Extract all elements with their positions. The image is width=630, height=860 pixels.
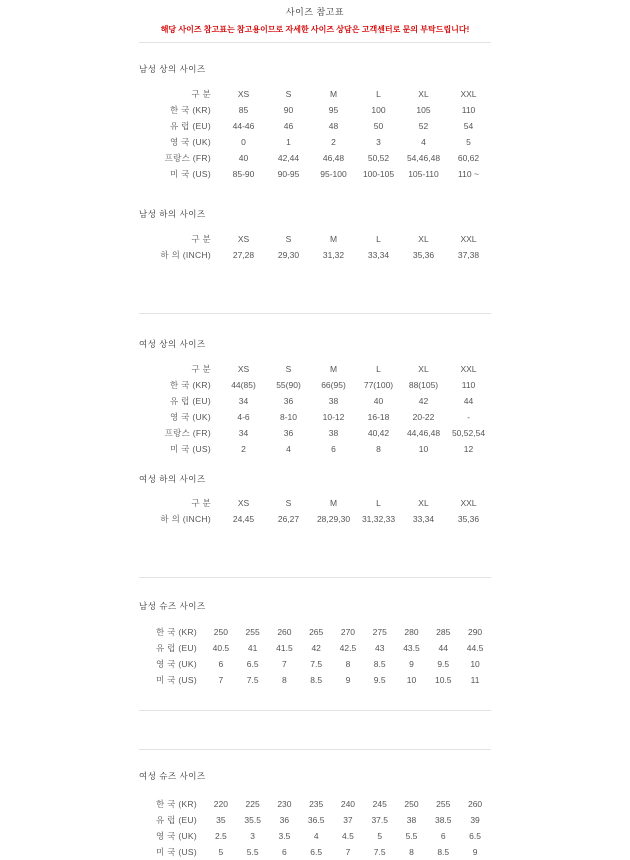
table-cell: 230 bbox=[277, 799, 292, 809]
column-header: M bbox=[329, 498, 338, 508]
table-cell: 55(90) bbox=[276, 380, 301, 390]
section-mens-shoes bbox=[139, 578, 491, 688]
table-cell: 44.5 bbox=[466, 643, 484, 653]
section-title-womens-bottoms: 여성 하의 사이즈 bbox=[139, 474, 206, 484]
column-header: M bbox=[329, 89, 338, 99]
table-cell: 10-12 bbox=[322, 412, 345, 422]
column-header: XL bbox=[418, 234, 429, 244]
table-cell: 60,62 bbox=[457, 153, 480, 163]
table-cell: 33,34 bbox=[367, 250, 390, 260]
table-cell: 270 bbox=[340, 627, 356, 637]
row-label: 한 국 (KR) bbox=[155, 799, 197, 809]
table-cell: 3.5 bbox=[278, 831, 291, 841]
table-cell: 36.5 bbox=[307, 815, 325, 825]
row-label: 미 국 (US) bbox=[169, 169, 211, 179]
table-cell: 3 bbox=[250, 831, 256, 841]
table-cell: 31,32 bbox=[322, 250, 345, 260]
row-label: 구 분 bbox=[191, 498, 211, 508]
table-row bbox=[139, 102, 491, 118]
table-cell: 44,46,48 bbox=[406, 428, 441, 438]
table-cell: 4-6 bbox=[237, 412, 250, 422]
table-cell: 7.5 bbox=[310, 659, 323, 669]
table-cell: 44 bbox=[463, 396, 474, 406]
section-title-mens-tops: 남성 상의 사이즈 bbox=[139, 64, 206, 74]
table-cell: 0 bbox=[241, 137, 246, 147]
row-label: 유 럽 (EU) bbox=[155, 815, 197, 825]
table-cell: 260 bbox=[277, 627, 292, 637]
column-header: XS bbox=[237, 89, 250, 99]
table-cell: 54,46,48 bbox=[406, 153, 441, 163]
table-cell: 35,36 bbox=[457, 514, 480, 524]
table-cell: 50 bbox=[373, 121, 384, 131]
column-header: XXL bbox=[460, 234, 477, 244]
table-cell: 105 bbox=[416, 105, 431, 115]
table-cell: 225 bbox=[245, 799, 260, 809]
section-title-mens-bottoms: 남성 하의 사이즈 bbox=[139, 209, 206, 219]
table-cell: 7.5 bbox=[246, 675, 259, 685]
table-cell: 35,36 bbox=[412, 250, 435, 260]
table-cell: 40 bbox=[238, 153, 249, 163]
table-cell: 48 bbox=[328, 121, 339, 131]
table-cell: 37.5 bbox=[371, 815, 388, 825]
table-cell: 2 bbox=[241, 444, 246, 454]
table-cell: 42 bbox=[311, 643, 321, 653]
table-cell: 90 bbox=[283, 105, 294, 115]
table-cell: 9.5 bbox=[373, 675, 386, 685]
table-row bbox=[139, 844, 491, 860]
row-label: 영 국 (UK) bbox=[155, 659, 197, 669]
table-cell: 35.5 bbox=[244, 815, 261, 825]
section-title-mens-shoes: 남성 슈즈 사이즈 bbox=[139, 601, 206, 611]
table-cell: 4 bbox=[313, 831, 319, 841]
table-cell: 2.5 bbox=[214, 831, 227, 841]
table-row bbox=[139, 393, 491, 409]
section-title-womens-tops: 여성 상의 사이즈 bbox=[139, 339, 206, 349]
table-cell: 3 bbox=[376, 137, 381, 147]
table-row bbox=[139, 812, 491, 828]
table-cell: 6.5 bbox=[246, 659, 259, 669]
table-cell: 5 bbox=[377, 831, 383, 841]
column-header: XXL bbox=[460, 364, 477, 374]
table-cell: 85 bbox=[238, 105, 249, 115]
table-cell: 290 bbox=[467, 627, 483, 637]
table-cell: 235 bbox=[309, 799, 324, 809]
table-cell: 8 bbox=[376, 444, 381, 454]
section-mens-tops bbox=[139, 43, 491, 182]
size-table bbox=[139, 86, 491, 182]
table-cell: 7.5 bbox=[373, 847, 386, 857]
table-cell: 36 bbox=[283, 396, 294, 406]
table-cell: 9 bbox=[472, 847, 478, 857]
table-cell: 34 bbox=[238, 428, 249, 438]
table-cell: 42,44 bbox=[277, 153, 300, 163]
table-cell: 285 bbox=[436, 627, 451, 637]
table-row bbox=[139, 640, 491, 656]
table-cell: 31,32,33 bbox=[361, 514, 396, 524]
column-header: M bbox=[329, 364, 338, 374]
table-cell: 50,52,54 bbox=[451, 428, 486, 438]
column-header: XL bbox=[418, 364, 429, 374]
table-row bbox=[139, 409, 491, 425]
table-cell: 9 bbox=[345, 675, 351, 685]
table-cell: 2 bbox=[331, 137, 336, 147]
size-table bbox=[139, 231, 491, 263]
row-label: 영 국 (UK) bbox=[155, 831, 197, 841]
column-header: XS bbox=[237, 234, 250, 244]
table-cell: 28,29,30 bbox=[316, 514, 351, 524]
table-cell: 26,27 bbox=[277, 514, 300, 524]
table-cell: 44-46 bbox=[232, 121, 255, 131]
row-label: 프랑스 (FR) bbox=[164, 153, 211, 163]
table-cell: 6.5 bbox=[310, 847, 323, 857]
table-cell: 41.5 bbox=[276, 643, 293, 653]
table-row bbox=[139, 828, 491, 844]
section-womens-tops bbox=[139, 314, 491, 457]
table-cell: 5.5 bbox=[246, 847, 259, 857]
column-header: L bbox=[376, 498, 381, 508]
table-cell: 260 bbox=[467, 799, 483, 809]
table-cell: 5.5 bbox=[405, 831, 418, 841]
column-header: M bbox=[329, 234, 338, 244]
table-cell: 10 bbox=[470, 659, 480, 669]
table-cell: 33,34 bbox=[412, 514, 435, 524]
row-label: 구 분 bbox=[191, 364, 211, 374]
table-cell: 95-100 bbox=[320, 169, 347, 179]
table-cell: 40,42 bbox=[367, 428, 390, 438]
table-row bbox=[139, 166, 491, 182]
table-cell: 77(100) bbox=[363, 380, 394, 390]
header-row bbox=[139, 231, 491, 247]
table-cell: 6 bbox=[218, 659, 224, 669]
table-cell: 220 bbox=[213, 799, 228, 809]
section-title-womens-shoes: 여성 슈즈 사이즈 bbox=[139, 771, 206, 781]
table-cell: 7 bbox=[218, 675, 224, 685]
table-row bbox=[139, 441, 491, 457]
page-title: 사이즈 참고표 bbox=[285, 7, 345, 17]
table-cell: 250 bbox=[404, 799, 419, 809]
table-cell: 46 bbox=[283, 121, 294, 131]
table-cell: 5 bbox=[218, 847, 224, 857]
table-cell: 27,28 bbox=[232, 250, 255, 260]
table-cell: 46,48 bbox=[322, 153, 345, 163]
table-cell: 66(95) bbox=[321, 380, 346, 390]
row-label: 유 럽 (EU) bbox=[169, 121, 211, 131]
column-header: XL bbox=[418, 89, 429, 99]
table-row bbox=[139, 150, 491, 166]
table-cell: 38.5 bbox=[434, 815, 452, 825]
column-header: XS bbox=[237, 364, 250, 374]
notice-text: 해당 사이즈 참고표는 참고용이므로 자세한 사이즈 상담은 고객센터로 문의 부탁드립니다! bbox=[160, 25, 470, 34]
table-row bbox=[139, 511, 491, 527]
table-cell: 5 bbox=[466, 137, 471, 147]
womens-shoes-table bbox=[139, 796, 491, 860]
table-row bbox=[139, 796, 491, 812]
header-row bbox=[139, 361, 491, 377]
size-chart-content bbox=[139, 0, 491, 860]
table-cell: 255 bbox=[436, 799, 451, 809]
column-header: XL bbox=[418, 498, 429, 508]
row-label: 미 국 (US) bbox=[155, 675, 197, 685]
table-cell: - bbox=[467, 412, 470, 422]
table-cell: 8.5 bbox=[437, 847, 450, 857]
table-cell: 9 bbox=[409, 659, 414, 669]
table-cell: 24,45 bbox=[232, 514, 255, 524]
table-row bbox=[139, 672, 491, 688]
table-cell: 43 bbox=[374, 643, 385, 653]
row-label: 영 국 (UK) bbox=[169, 137, 211, 147]
table-cell: 41 bbox=[247, 643, 258, 653]
table-cell: 29,30 bbox=[277, 250, 300, 260]
table-cell: 8 bbox=[409, 847, 414, 857]
table-cell: 110 bbox=[461, 380, 476, 390]
table-cell: 10 bbox=[406, 675, 417, 685]
table-cell: 90-95 bbox=[277, 169, 300, 179]
table-cell: 105-110 bbox=[408, 169, 439, 179]
table-cell: 39 bbox=[470, 815, 480, 825]
table-cell: 52 bbox=[418, 121, 429, 131]
table-cell: 38 bbox=[328, 396, 339, 406]
mens-tops-table bbox=[139, 86, 491, 182]
table-cell: 16-18 bbox=[367, 412, 390, 422]
table-cell: 245 bbox=[372, 799, 387, 809]
row-label: 유 럽 (EU) bbox=[155, 643, 197, 653]
table-cell: 8 bbox=[282, 675, 287, 685]
section-womens-bottoms bbox=[139, 457, 491, 527]
table-row bbox=[139, 656, 491, 672]
table-cell: 42.5 bbox=[339, 643, 357, 653]
womens-tops-table bbox=[139, 361, 491, 457]
header-row bbox=[139, 495, 491, 511]
row-label: 영 국 (UK) bbox=[169, 412, 211, 422]
divider bbox=[139, 710, 491, 711]
table-cell: 50,52 bbox=[367, 153, 390, 163]
row-label: 유 럽 (EU) bbox=[169, 396, 211, 406]
table-cell: 110 bbox=[461, 105, 476, 115]
table-cell: 275 bbox=[372, 627, 387, 637]
table-cell: 36 bbox=[279, 815, 290, 825]
table-cell: 6 bbox=[282, 847, 287, 857]
table-cell: 35 bbox=[216, 815, 226, 825]
table-cell: 12 bbox=[463, 444, 474, 454]
table-cell: 240 bbox=[340, 799, 356, 809]
table-cell: 11 bbox=[470, 675, 480, 685]
table-cell: 37 bbox=[343, 815, 353, 825]
size-table bbox=[139, 624, 491, 688]
table-cell: 6 bbox=[440, 831, 446, 841]
size-table bbox=[139, 361, 491, 457]
mens-bottoms-table bbox=[139, 231, 491, 263]
table-cell: 7 bbox=[282, 659, 287, 669]
womens-bottoms-table bbox=[139, 495, 491, 527]
column-header: XS bbox=[237, 498, 250, 508]
table-cell: 44(85) bbox=[231, 380, 256, 390]
row-label: 하 의 (INCH) bbox=[160, 250, 211, 260]
table-cell: 20-22 bbox=[412, 412, 435, 422]
table-row bbox=[139, 425, 491, 441]
column-header: S bbox=[285, 234, 292, 244]
table-cell: 250 bbox=[213, 627, 228, 637]
table-cell: 34 bbox=[238, 396, 249, 406]
row-label: 프랑스 (FR) bbox=[164, 428, 211, 438]
column-header: XXL bbox=[460, 89, 477, 99]
table-cell: 100-105 bbox=[362, 169, 395, 179]
row-label: 한 국 (KR) bbox=[169, 380, 211, 390]
column-header: XXL bbox=[460, 498, 477, 508]
table-cell: 40.5 bbox=[212, 643, 230, 653]
row-label: 구 분 bbox=[191, 234, 211, 244]
size-table bbox=[139, 796, 491, 860]
table-row bbox=[139, 377, 491, 393]
row-label: 미 국 (US) bbox=[155, 847, 197, 857]
column-header: L bbox=[376, 89, 381, 99]
table-cell: 10 bbox=[418, 444, 429, 454]
table-cell: 85-90 bbox=[232, 169, 255, 179]
table-cell: 100 bbox=[371, 105, 386, 115]
table-cell: 7 bbox=[345, 847, 351, 857]
table-row bbox=[139, 118, 491, 134]
table-cell: 40 bbox=[373, 396, 384, 406]
row-label: 미 국 (US) bbox=[169, 444, 211, 454]
section-mens-bottoms bbox=[139, 182, 491, 263]
table-cell: 95 bbox=[328, 105, 339, 115]
table-cell: 10.5 bbox=[434, 675, 452, 685]
column-header: S bbox=[285, 364, 292, 374]
size-table bbox=[139, 495, 491, 527]
table-cell: 37,38 bbox=[457, 250, 480, 260]
table-cell: 110 ~ bbox=[458, 169, 479, 179]
table-cell: 54 bbox=[463, 121, 474, 131]
column-header: S bbox=[285, 89, 292, 99]
table-cell: 44 bbox=[438, 643, 448, 653]
table-cell: 9.5 bbox=[437, 659, 450, 669]
table-cell: 280 bbox=[404, 627, 419, 637]
table-cell: 6.5 bbox=[469, 831, 481, 841]
row-label: 한 국 (KR) bbox=[155, 627, 197, 637]
row-label: 하 의 (INCH) bbox=[160, 514, 211, 524]
table-cell: 36 bbox=[283, 428, 294, 438]
column-header: L bbox=[376, 234, 381, 244]
table-cell: 4 bbox=[286, 444, 291, 454]
table-cell: 265 bbox=[309, 627, 324, 637]
table-row bbox=[139, 134, 491, 150]
table-cell: 43.5 bbox=[403, 643, 420, 653]
table-cell: 8.5 bbox=[373, 659, 386, 669]
table-cell: 38 bbox=[328, 428, 339, 438]
column-header: S bbox=[285, 498, 292, 508]
table-cell: 8 bbox=[345, 659, 351, 669]
table-cell: 1 bbox=[286, 137, 291, 147]
table-cell: 38 bbox=[406, 815, 417, 825]
table-cell: 4 bbox=[421, 137, 426, 147]
row-label: 한 국 (KR) bbox=[169, 105, 211, 115]
mens-shoes-table bbox=[139, 624, 491, 688]
header-row bbox=[139, 86, 491, 102]
column-header: L bbox=[376, 364, 381, 374]
table-cell: 4.5 bbox=[342, 831, 354, 841]
table-cell: 8.5 bbox=[310, 675, 323, 685]
table-cell: 8-10 bbox=[279, 412, 297, 422]
table-row bbox=[139, 624, 491, 640]
table-cell: 255 bbox=[245, 627, 260, 637]
table-cell: 42 bbox=[418, 396, 429, 406]
table-row bbox=[139, 247, 491, 263]
table-cell: 6 bbox=[331, 444, 336, 454]
table-cell: 88(105) bbox=[408, 380, 439, 390]
row-label: 구 분 bbox=[191, 89, 211, 99]
section-womens-shoes bbox=[139, 750, 491, 860]
